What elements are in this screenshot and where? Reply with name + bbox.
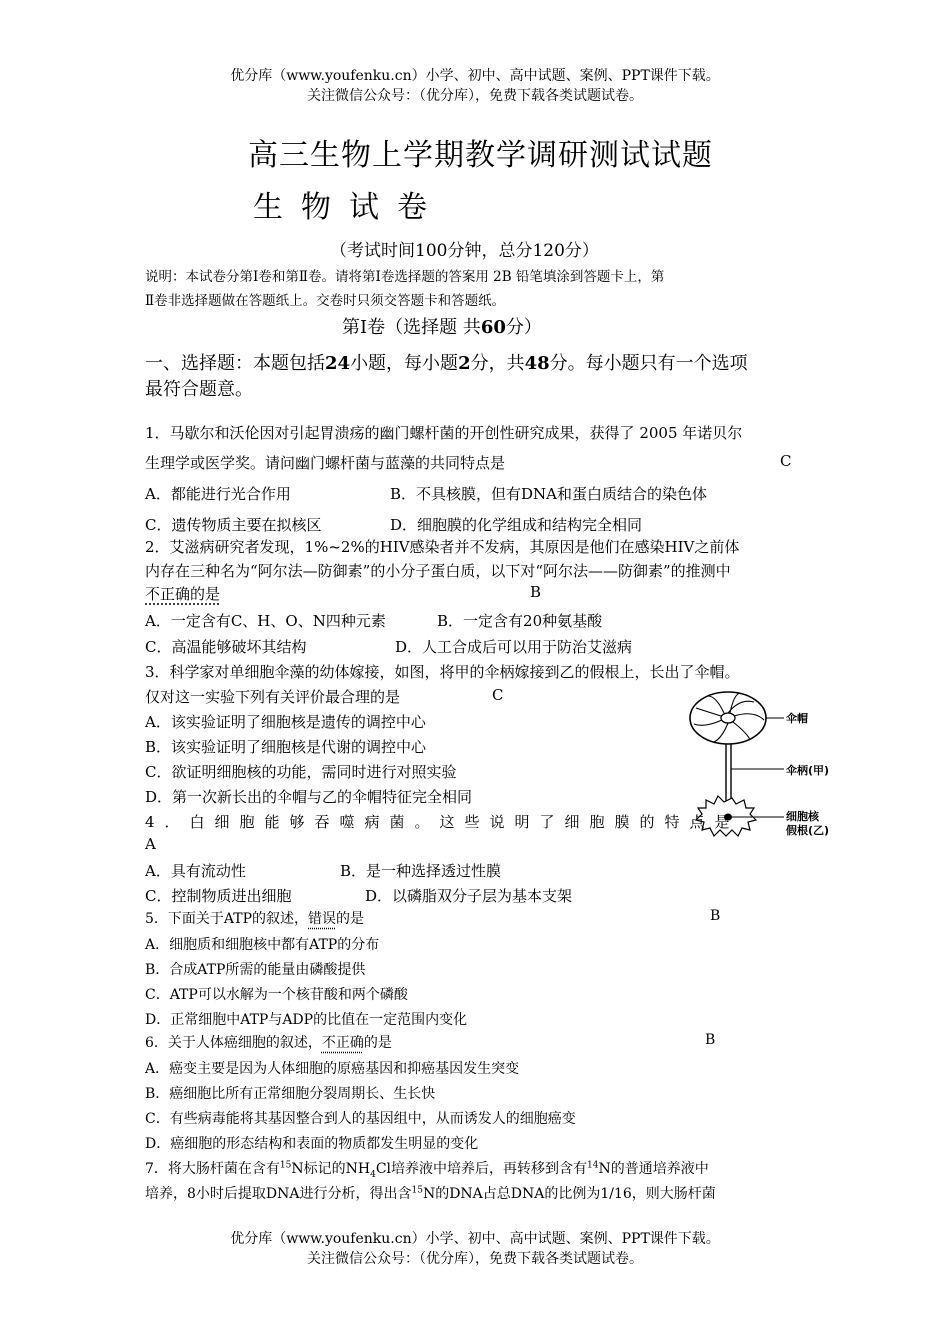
section1-heading-line-2: 最符合题意。	[145, 379, 253, 400]
q6-option-d: D．癌细胞的形态结构和表面的物质都发生明显的变化	[145, 1136, 479, 1152]
footer-line-1: 优分库（www.youfenku.cn）小学、初中、高中试题、案例、PPT课件下载。	[230, 1231, 720, 1247]
header-line-1: 优分库（www.youfenku.cn）小学、初中、高中试题、案例、PPT课件下载。	[230, 68, 720, 84]
q4-option-b: B．是一种选择透过性膜	[340, 862, 502, 880]
q4-option-c: C．控制物质进出细胞	[145, 887, 292, 905]
q2-stem-line-3: 不正确的是	[145, 585, 221, 603]
q2-stem-line-1: 2．艾滋病研究者发现，1%~2%的HIV感染者并不发病，其原因是他们在感染HIV之前体	[145, 538, 740, 556]
footer-line-2: 关注微信公众号：（优分库），免费下载各类试题试卷。	[307, 1251, 643, 1267]
q1-stem-line-1: 1．马歇尔和沃伦因对引起胃溃疡的幽门螺杆菌的开创性研究成果，获得了 2005 年诺贝尔	[145, 424, 743, 442]
q4-option-d: D．以磷脂双分子层为基本支架	[365, 887, 573, 905]
page-title: 高三生物上学期教学调研测试试题	[248, 138, 713, 173]
q5-option-a: A．细胞质和细胞核中都有ATP的分布	[145, 937, 380, 953]
q7-stem-line-2: 培养，8小时后提取DNA进行分析，得出含$^{15}$N的DNA占总DNA的比例为1/16，则大肠杆菌	[145, 1185, 716, 1202]
q1-option-b: B．不具核膜，但有DNA和蛋白质结合的染色体	[390, 485, 708, 503]
q6-option-c: C．有些病毒能将其基因整合到人的基因组中，从而诱发人的细胞癌变	[145, 1111, 576, 1127]
q1-stem-line-2: 生理学或医学奖。请问幽门螺杆菌与蓝藻的共同特点是	[145, 454, 506, 472]
q4-stem: 4．白细胞能够吞噬病菌。这些说明了细胞膜的特点是	[145, 813, 740, 831]
q3-stem-line-1: 3．科学家对单细胞伞藻的幼体嫁接，如图，将甲的伞柄嫁接到乙的假根上，长出了伞帽。	[145, 663, 740, 681]
q6-answer: B	[705, 1032, 716, 1048]
q5-option-c: C．ATP可以水解为一个核苷酸和两个磷酸	[145, 987, 408, 1003]
q3-stem-line-2: 仅对这一实验下列有关评价最合理的是	[145, 688, 401, 706]
q6-option-a: A．癌变主要是因为人体细胞的原癌基因和抑癌基因发生突变	[145, 1061, 520, 1077]
q4-answer: A	[145, 835, 156, 853]
q2-stem-line-2: 内存在三种名为“阿尔法—防御素”的小分子蛋白质，以下对“阿尔法——防御素”的推测中	[145, 562, 731, 580]
section1-heading: 一、选择题：本题包括24小题，每小题2分，共48分。每小题只有一个选项	[145, 353, 748, 374]
q5-option-d: D．正常细胞中ATP与ADP的比值在一定范围内变化	[145, 1012, 468, 1028]
label-nucleus: 细胞核	[786, 810, 819, 823]
q1-answer: C	[780, 452, 792, 470]
q5-stem: 5．下面关于ATP的叙述，错误的是	[145, 911, 365, 927]
instructions-line-1: 说明：本试卷分第Ⅰ卷和第Ⅱ卷。请将第Ⅰ卷选择题的答案用 2B 铅笔填涂到答题卡上，第	[145, 269, 665, 285]
q3-answer: C	[492, 686, 504, 704]
umbrella-cap	[690, 692, 766, 744]
q7-stem-line-1: 7．将大肠杆菌在含有$^{15}$N标记的$NH_4Cl$培养液中培养后，再转移到含有$^{14}$N的普通培养液中	[145, 1160, 709, 1180]
q6-option-b: B．癌细胞比所有正常细胞分裂周期长、生长快	[145, 1086, 436, 1102]
instructions-line-2: Ⅱ卷非选择题做在答题纸上。交卷时只须交答题卡和答题纸。	[145, 293, 506, 309]
q2-option-d: D．人工合成后可以用于防治艾滋病	[395, 638, 633, 656]
page-subtitle: 生物试卷	[253, 190, 445, 225]
q3-option-d: D．第一次新长出的伞帽与乙的伞帽特征完全相同	[145, 788, 473, 806]
label-stalk: 伞柄(甲)	[786, 764, 830, 777]
q6-stem: 6．关于人体癌细胞的叙述，不正确的是	[145, 1035, 392, 1051]
q1-option-d: D．细胞膜的化学组成和结构完全相同	[390, 516, 643, 534]
exam-info: （考试时间100分钟，总分120分）	[330, 241, 599, 261]
header-line-2: 关注微信公众号：（优分库），免费下载各类试题试卷。	[307, 88, 643, 104]
label-rhizoid: 假根(乙)	[786, 824, 830, 837]
q1-option-c: C．遗传物质主要在拟核区	[145, 516, 322, 534]
q5-option-b: B．合成ATP所需的能量由磷酸提供	[145, 962, 366, 978]
stalk	[726, 744, 731, 802]
q4-option-a: A．具有流动性	[145, 862, 246, 880]
label-cap: 伞帽	[786, 712, 808, 725]
q1-option-a: A．都能进行光合作用	[145, 485, 291, 503]
q3-option-c: C．欲证明细胞核的功能，需同时进行对照实验	[145, 763, 457, 781]
q2-answer: B	[530, 583, 542, 601]
q5-answer: B	[710, 908, 721, 924]
q2-option-b: B．一定含有20种氨基酸	[437, 612, 603, 630]
part1-heading: 第Ⅰ卷（选择题 共60分）	[342, 317, 542, 338]
q2-option-c: C．高温能够破坏其结构	[145, 638, 307, 656]
q3-option-b: B．该实验证明了细胞核是代谢的调控中心	[145, 738, 427, 756]
q2-option-a: A．一定含有C、H、O、N四种元素	[145, 612, 386, 630]
q3-option-a: A．该实验证明了细胞核是遗传的调控中心	[145, 713, 426, 731]
